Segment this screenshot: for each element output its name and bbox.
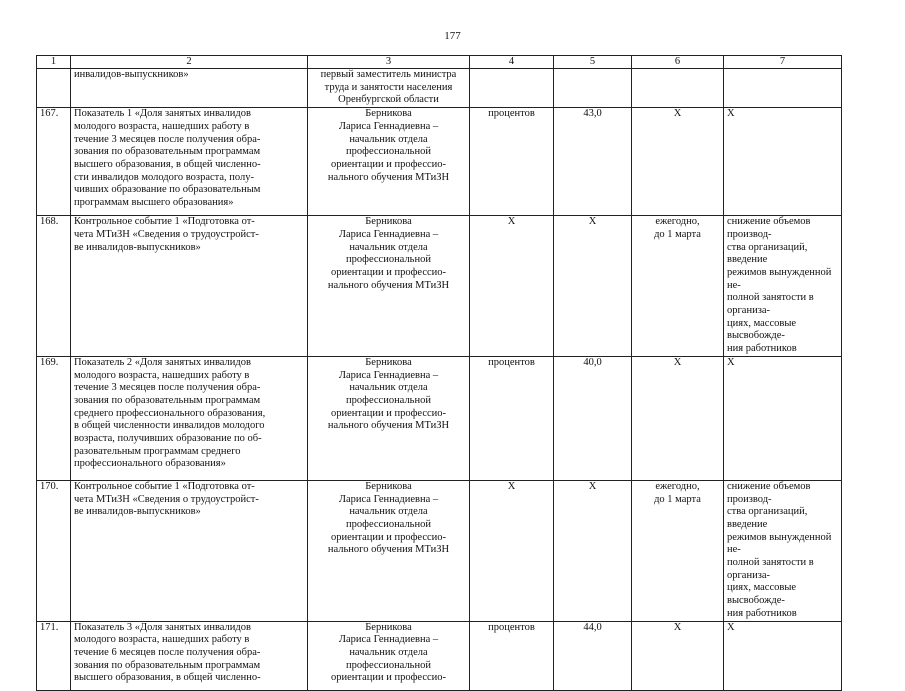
row-term-cell xyxy=(632,69,724,108)
header-cell: 4 xyxy=(470,56,554,69)
row-note-cell xyxy=(724,69,842,108)
row-responsible-cell: Берникова Лариса Геннадиевна – начальник отдела профессиональной ориентации и профессио- нального обучения МТиЗН xyxy=(308,108,470,216)
page-number: 177 xyxy=(444,30,461,42)
row-note-cell: Х xyxy=(724,108,842,216)
row-responsible-cell: Берникова Лариса Геннадиевна – начальник отдела профессиональной ориентации и профессио- xyxy=(308,621,470,690)
row-name-cell: Показатель 2 «Доля занятых инвалидов молодого возраста, нашедших работу в течение 3 месяцев после получения обра- зования по образовательным программам среднего профессионального образования, в общей численности инвалидов молодого возраста, получивших образование по об- разовательным программам среднего профессионального образования» xyxy=(71,356,308,480)
row-note-cell: Х xyxy=(724,621,842,690)
row-unit-cell: процентов xyxy=(470,108,554,216)
row-value-cell: Х xyxy=(554,216,632,357)
row-number-cell xyxy=(37,69,71,108)
row-number-cell: 171. xyxy=(37,621,71,690)
header-row xyxy=(37,56,842,69)
header-cell: 1 xyxy=(37,56,71,69)
table-row xyxy=(37,480,842,621)
row-value-cell: 40,0 xyxy=(554,356,632,480)
row-term-cell: Х xyxy=(632,108,724,216)
row-number-cell: 169. xyxy=(37,356,71,480)
row-note-cell: Х xyxy=(724,356,842,480)
row-number-cell: 168. xyxy=(37,216,71,357)
table-row xyxy=(37,356,842,480)
row-value-cell: Х xyxy=(554,480,632,621)
row-note-cell: снижение объемов производ- ства организаций, введение режимов вынужденной не- полной занятости в организа- циях, массовые высвобожде- ния работников xyxy=(724,216,842,357)
row-name-cell: Контрольное событие 1 «Подготовка от- чета МТиЗН «Сведения о трудоустройст- ве инвалидов-выпускников» xyxy=(71,480,308,621)
row-value-cell: 44,0 xyxy=(554,621,632,690)
table-row xyxy=(37,108,842,216)
row-term-cell: ежегодно, до 1 марта xyxy=(632,216,724,357)
row-unit-cell: Х xyxy=(470,216,554,357)
row-value-cell xyxy=(554,69,632,108)
row-name-cell: Контрольное событие 1 «Подготовка от- чета МТиЗН «Сведения о трудоустройст- ве инвалидов-выпускников» xyxy=(71,216,308,357)
plan-table xyxy=(36,55,842,691)
row-name-cell: Показатель 3 «Доля занятых инвалидов молодого возраста, нашедших работу в течение 6 месяцев после получения обра- зования по образовательным программам высшего образования, в общей численно- xyxy=(71,621,308,690)
row-responsible-cell: Берникова Лариса Геннадиевна – начальник отдела профессиональной ориентации и профессио- нального обучения МТиЗН xyxy=(308,356,470,480)
row-number-cell: 170. xyxy=(37,480,71,621)
row-responsible-cell: Берникова Лариса Геннадиевна – начальник отдела профессиональной ориентации и профессио- нального обучения МТиЗН xyxy=(308,480,470,621)
row-term-cell: Х xyxy=(632,621,724,690)
row-unit-cell: Х xyxy=(470,480,554,621)
row-responsible-cell: Берникова Лариса Геннадиевна – начальник отдела профессиональной ориентации и профессио- нального обучения МТиЗН xyxy=(308,216,470,357)
header-cell: 3 xyxy=(308,56,470,69)
row-term-cell: ежегодно, до 1 марта xyxy=(632,480,724,621)
row-note-cell: снижение объемов производ- ства организаций, введение режимов вынужденной не- полной занятости в организа- циях, массовые высвобожде- ния работников xyxy=(724,480,842,621)
row-name-cell: инвалидов-выпускников» xyxy=(71,69,308,108)
row-term-cell: Х xyxy=(632,356,724,480)
row-number-cell: 167. xyxy=(37,108,71,216)
header-cell: 5 xyxy=(554,56,632,69)
header-cell: 7 xyxy=(724,56,842,69)
header-cell: 2 xyxy=(71,56,308,69)
table-row-continuation xyxy=(37,69,842,108)
table-row xyxy=(37,621,842,690)
header-cell: 6 xyxy=(632,56,724,69)
row-value-cell: 43,0 xyxy=(554,108,632,216)
row-unit-cell: процентов xyxy=(470,621,554,690)
table-row xyxy=(37,216,842,357)
row-unit-cell xyxy=(470,69,554,108)
row-name-cell: Показатель 1 «Доля занятых инвалидов молодого возраста, нашедших работу в течение 3 месяцев после получения обра- зования по образовательным программам высшего образования, в общей численно- сти инвалидов молодого возраста, полу- чивших образование по образовательным программам высшего образования» xyxy=(71,108,308,216)
row-responsible-cell: первый заместитель министра труда и занятости населения Оренбургской области xyxy=(308,69,470,108)
row-unit-cell: процентов xyxy=(470,356,554,480)
